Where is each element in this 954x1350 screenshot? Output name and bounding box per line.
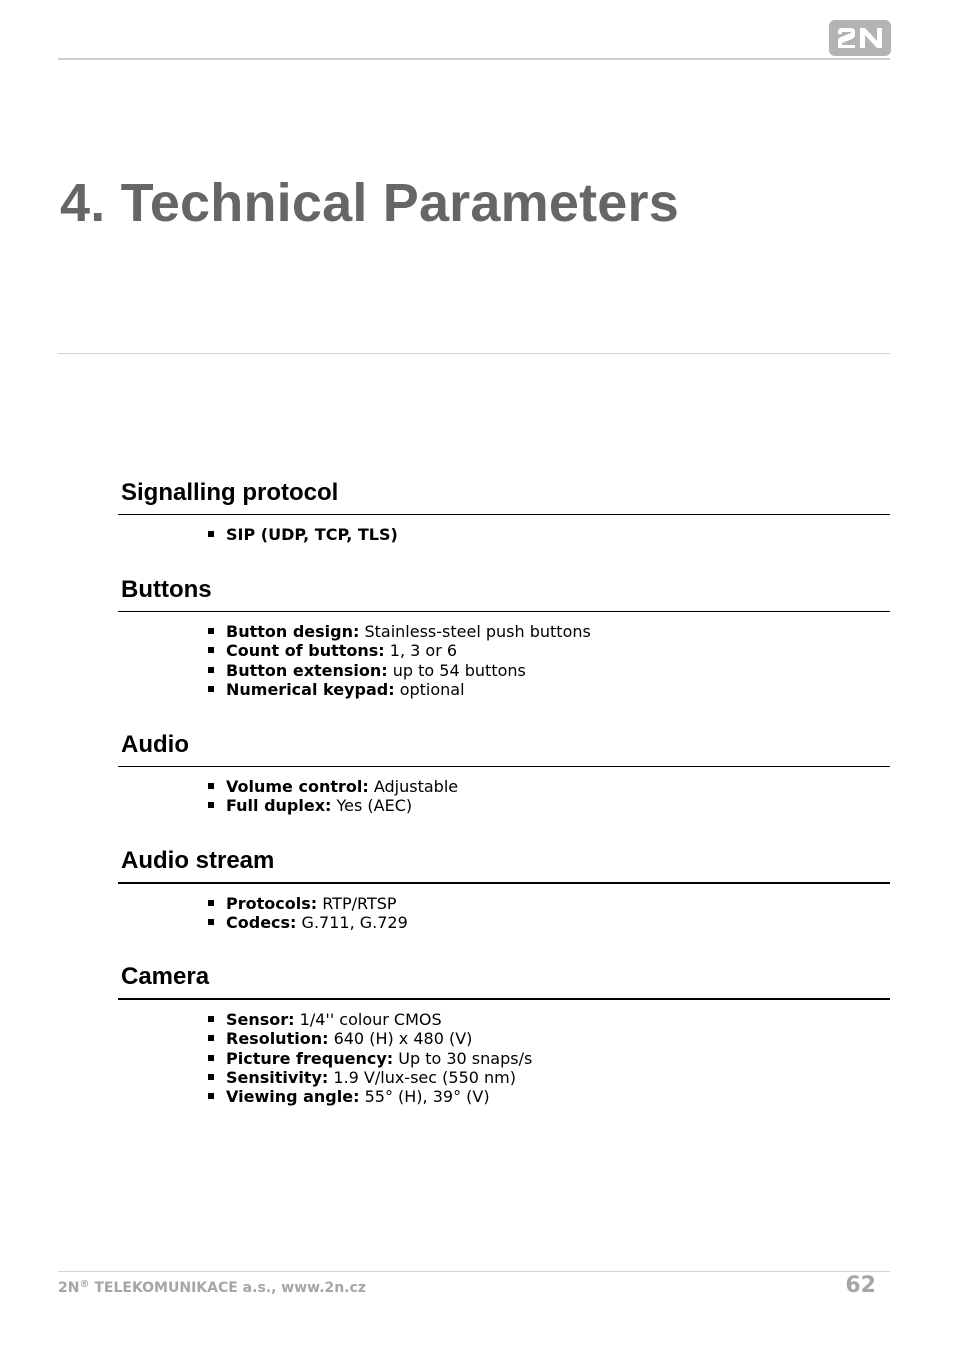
spec-value: 640 (H) x 480 (V) [328,1029,473,1049]
bullet-square-icon [208,1035,214,1041]
bullet-square-icon [208,1016,214,1022]
spec-label: Sensor: [226,1010,295,1029]
bullet-square-icon [208,628,214,634]
spec-label: Numerical keypad: [226,679,395,699]
spec-label: SIP (UDP, TCP, TLS) [226,525,398,544]
section-audio [118,730,890,816]
spec-label: Button design: [226,622,360,641]
spec-value: RTP/RTSP [317,894,397,913]
spec-value: G.711, G.729 [296,913,408,933]
spec-value: 1/4'' colour CMOS [294,1010,442,1029]
spec-label: Button extension: [226,660,388,680]
footer-rule [58,1271,890,1272]
bullet-square-icon [208,686,214,692]
brand-logo [829,20,891,56]
logo-2n-icon [834,25,886,51]
list-item [226,894,890,913]
section-heading: Camera [118,962,890,1000]
spec-value: up to 54 buttons [387,660,526,680]
section-heading: Audio [118,730,890,767]
list-item [226,525,890,544]
section-audio-stream [118,846,890,933]
spec-value: Adjustable [368,777,459,796]
bullet-square-icon [208,900,214,906]
list-item [226,913,890,932]
spec-label: Resolution: [226,1029,329,1049]
spec-label: Volume control: [226,777,369,796]
spec-label: Sensitivity: [226,1067,329,1087]
spec-value: 1, 3 or 6 [384,641,458,661]
list-item [226,777,890,796]
list-item [226,1010,890,1029]
footer-brand: 2N [58,1280,80,1296]
bullet-square-icon [208,647,214,653]
list-item [226,796,890,815]
spec-label: Protocols: [226,894,318,913]
registered-mark: ® [79,1279,90,1290]
spec-list [118,622,890,699]
page-number: 62 [845,1273,876,1298]
bullet-square-icon [208,783,214,789]
section-heading: Audio stream [118,846,890,884]
spec-list [118,525,890,544]
spec-label: Picture frequency: [226,1048,394,1068]
list-item [226,1087,890,1106]
header-rule [58,58,890,60]
list-item [226,1029,890,1048]
footer-company-name: TELEKOMUNIKACE a.s., www.2n.cz [89,1280,366,1296]
list-item [226,641,890,660]
list-item [226,1049,890,1068]
bullet-square-icon [208,531,214,537]
spec-value: optional [394,679,465,699]
spec-label: Codecs: [226,913,297,933]
spec-value: Up to 30 snaps/s [393,1048,533,1068]
section-signalling-protocol [118,478,890,544]
bullet-square-icon [208,1074,214,1080]
section-heading: Buttons [118,575,890,612]
title-rule [58,353,890,354]
bullet-square-icon [208,1055,214,1061]
spec-label: Viewing angle: [226,1087,360,1107]
list-item [226,661,890,680]
spec-value: Yes (AEC) [331,796,413,816]
list-item [226,680,890,699]
spec-label: Full duplex: [226,796,332,816]
list-item [226,1068,890,1087]
section-buttons [118,575,890,699]
bullet-square-icon [208,919,214,925]
bullet-square-icon [208,667,214,673]
spec-list [118,894,890,933]
section-heading: Signalling protocol [118,478,890,515]
spec-value: Stainless-steel push buttons [359,622,591,641]
spec-list [118,1010,890,1106]
spec-value: 55° (H), 39° (V) [359,1087,490,1107]
footer-company [58,1279,366,1296]
spec-list [118,777,890,816]
list-item [226,622,890,641]
bullet-square-icon [208,1093,214,1099]
section-camera [118,962,890,1106]
bullet-square-icon [208,802,214,808]
chapter-title: 4. Technical Parameters [60,173,679,233]
spec-value: 1.9 V/lux-sec (550 nm) [328,1067,516,1087]
spec-label: Count of buttons: [226,641,385,661]
